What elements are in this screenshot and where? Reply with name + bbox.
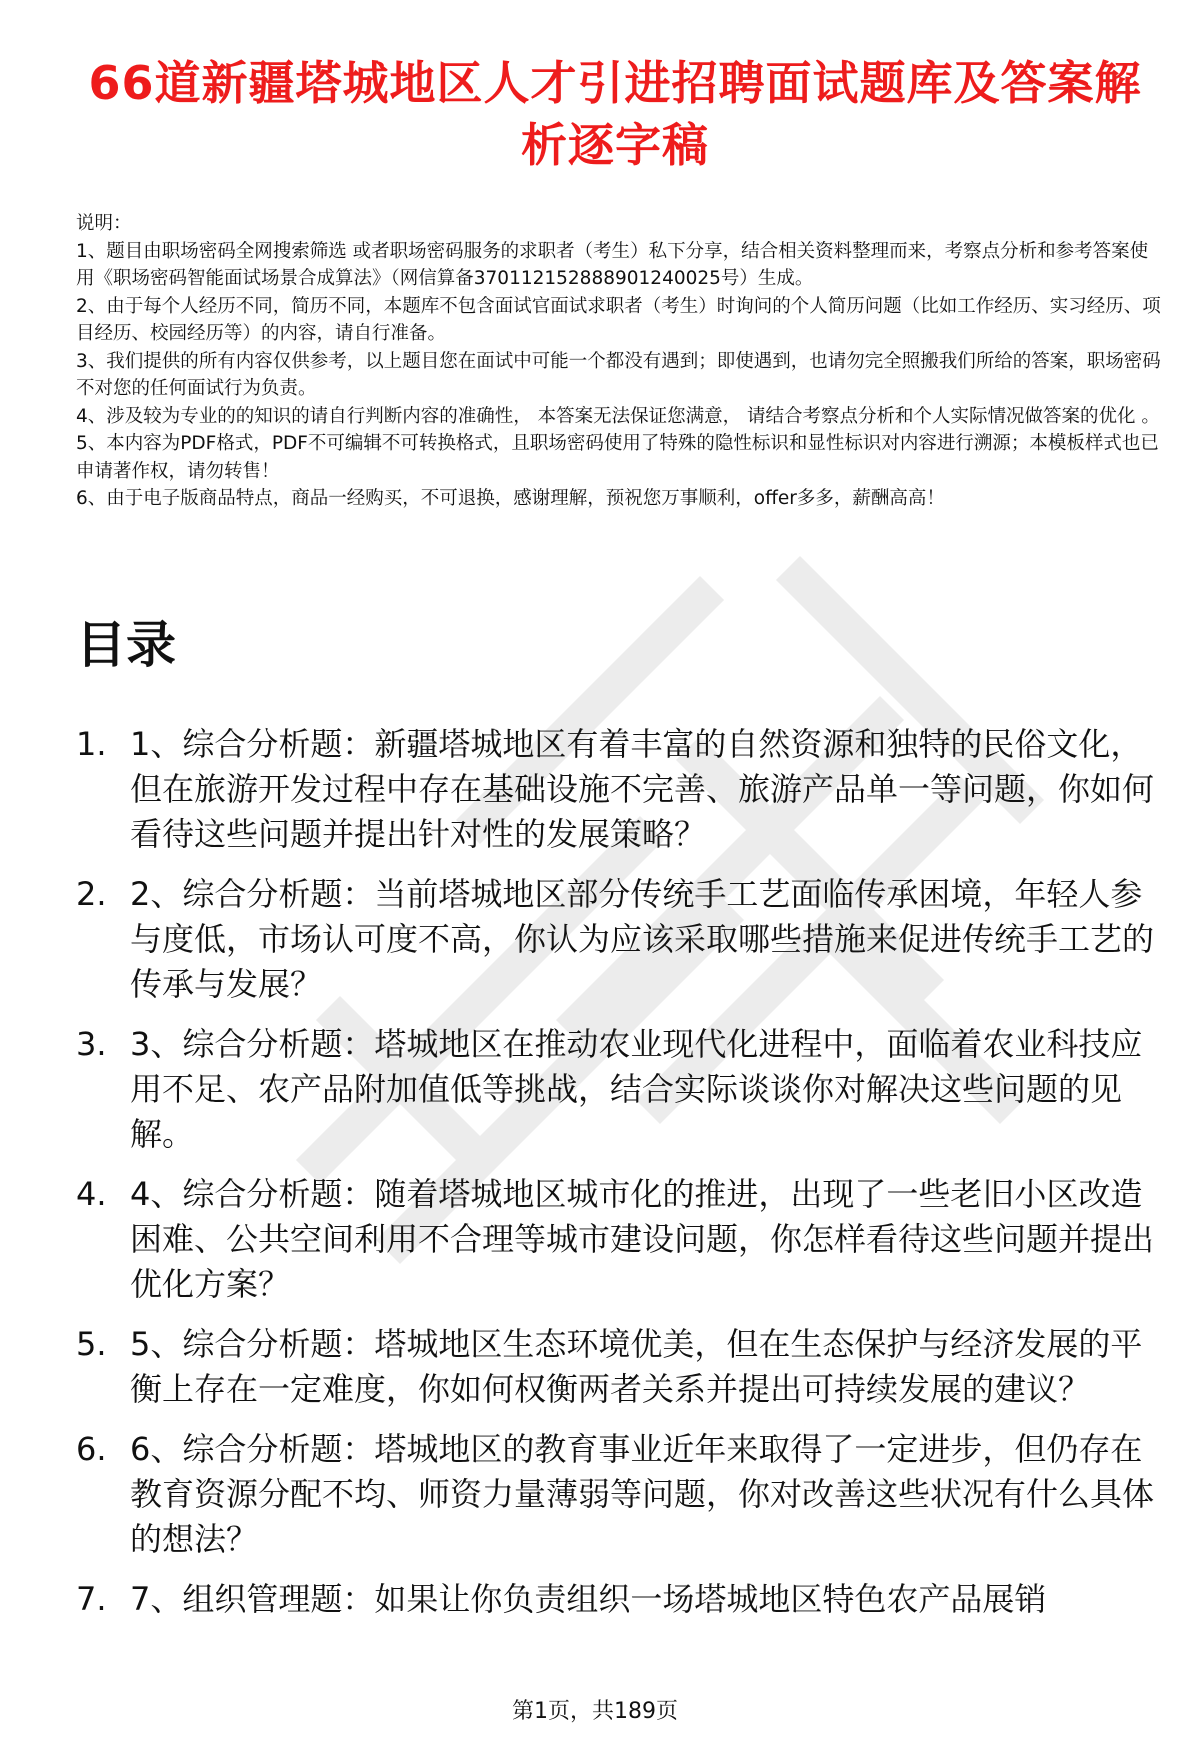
toc-item-number: 2. [76, 875, 107, 913]
toc-list [76, 722, 1170, 1637]
toc-item[interactable] [76, 1322, 1170, 1412]
toc-item-text: 5、综合分析题：塔城地区生态环境优美，但在生态保护与经济发展的平衡上存在一定难度，你如何权衡两者关系并提出可持续发展的建议？ [130, 1325, 1143, 1408]
toc-item[interactable] [76, 722, 1170, 857]
note-item: 1、题目由职场密码全网搜索筛选 或者职场密码服务的求职者（考生）私下分享，结合相关资料整理而来，考察点分析和参考答案使用《职场密码智能面试场景合成算法》（网信算备370112152888901240025号）生成。 [76, 240, 1149, 289]
note-item: 5、本内容为PDF格式，PDF不可编辑不可转换格式，且职场密码使用了特殊的隐性标识和显性标识对内容进行溯源；本模板样式也已申请著作权，请勿转售！ [76, 433, 1159, 482]
note-item: 2、由于每个人经历不同，简历不同，本题库不包含面试官面试求职者（考生）时询问的个人简历问题（比如工作经历、实习经历、项目经历、校园经历等）的内容，请自行准备。 [76, 295, 1161, 344]
toc-item-number: 6. [76, 1430, 107, 1468]
toc-item-number: 1. [76, 725, 107, 763]
toc-item[interactable] [76, 1022, 1170, 1157]
toc-item-text: 3、综合分析题：塔城地区在推动农业现代化进程中，面临着农业科技应用不足、农产品附加值低等挑战，结合实际谈谈你对解决这些问题的见解。 [130, 1025, 1143, 1153]
note-item: 4、涉及较为专业的的知识的请自行判断内容的准确性， 本答案无法保证您满意， 请结合考察点分析和个人实际情况做答案的优化 。 [76, 405, 1160, 427]
notes-label: 说明： [76, 213, 132, 234]
toc-heading: 目录 [76, 616, 176, 674]
toc-item-text: 7、组织管理题：如果让你负责组织一场塔城地区特色农产品展销 [130, 1580, 1047, 1618]
note-item: 3、我们提供的所有内容仅供参考，以上题目您在面试中可能一个都没有遇到；即使遇到，也请勿完全照搬我们所给的答案，职场密码不对您的任何面试行为负责。 [76, 350, 1161, 399]
toc-item-number: 4. [76, 1175, 107, 1213]
toc-item[interactable] [76, 872, 1170, 1007]
notes-section [76, 210, 1166, 513]
note-item: 6、由于电子版商品特点，商品一经购买，不可退换，感谢理解，预祝您万事顺利，offer多多，薪酬高高！ [76, 488, 945, 509]
toc-item-text: 2、综合分析题：当前塔城地区部分传统手工艺面临传承困境，年轻人参与度低，市场认可度不高，你认为应该采取哪些措施来促进传统手工艺的传承与发展？ [130, 875, 1155, 1003]
toc-item-number: 3. [76, 1025, 107, 1063]
toc-item[interactable] [76, 1427, 1170, 1562]
page-footer: 第1页，共189页 [512, 1699, 678, 1724]
toc-item-number: 5. [76, 1325, 107, 1363]
toc-item[interactable] [76, 1172, 1170, 1307]
toc-item-number: 7. [76, 1580, 107, 1618]
toc-item-text: 4、综合分析题：随着塔城地区城市化的推进，出现了一些老旧小区改造困难、公共空间利用不合理等城市建设问题，你怎样看待这些问题并提出优化方案？ [130, 1175, 1155, 1303]
toc-item-text: 1、综合分析题：新疆塔城地区有着丰富的自然资源和独特的民俗文化，但在旅游开发过程中存在基础设施不完善、旅游产品单一等问题，你如何看待这些问题并提出针对性的发展策略？ [130, 725, 1155, 853]
toc-item-text: 6、综合分析题：塔城地区的教育事业近年来取得了一定进步，但仍存在教育资源分配不均、师资力量薄弱等问题，你对改善这些状况有什么具体的想法？ [130, 1430, 1155, 1558]
document-title: 66道新疆塔城地区人才引进招聘面试题库及答案解析逐字稿 [88, 56, 1142, 172]
toc-item[interactable] [76, 1577, 1170, 1622]
